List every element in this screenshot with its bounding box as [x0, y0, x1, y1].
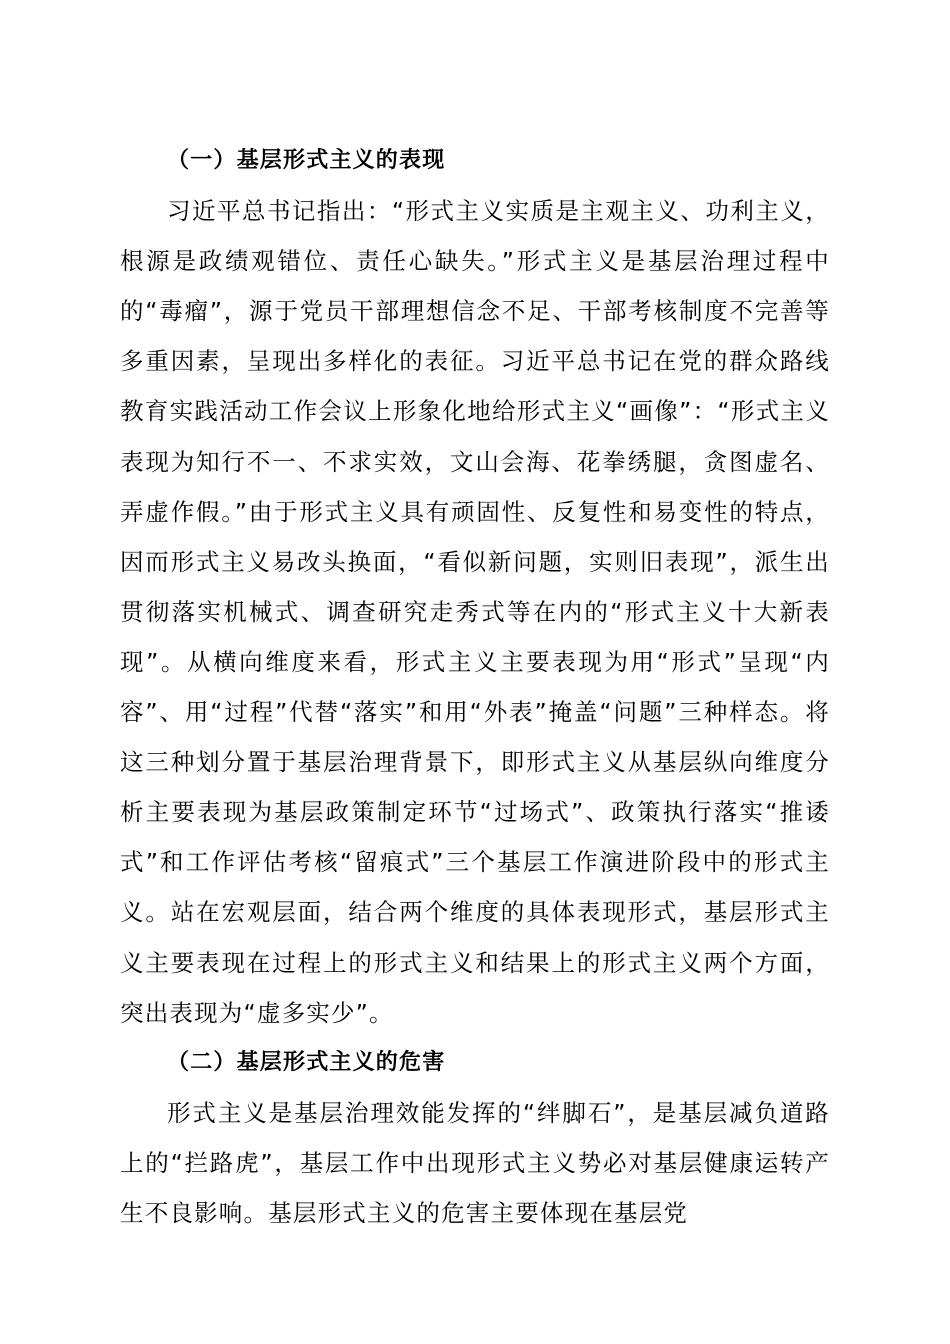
section-heading-2: （二）基层形式主义的危害	[167, 1049, 446, 1075]
section-paragraph-1: 习近平总书记指出：“形式主义实质是主观主义、功利主义，根源是政绩观错位、责任心缺失。”形式主义是基层治理过程中的“毒瘤”，源于党员干部理想信念不足、干部考核制度不完善等多重因素，呈现出多样化的表征。习近平总书记在党的群众路线教育实践活动工作会议上形象化地给形式主义“画像”：“形式主义表现为知行不一、不求实效，文山会海、花拳绣腿，贪图虚名、弄虚作假。”由于形式主义具有顽固性、反复性和易变性的特点，因而形式主义易改头换面，“看似新问题，实则旧表现”，派生出贯彻落实机械式、调查研究走秀式等在内的“形式主义十大新表现”。从横向维度来看，形式主义主要表现为用“形式”呈现“内容”、用“过程”代替“落实”和用“外表”掩盖“问题”三种样态。将这三种划分置于基层治理背景下，即形式主义从基层纵向维度分析主要表现为基层政策制定环节“过场式”、政策执行落实“推诿式”和工作评估考核“留痕式”三个基层工作演进阶段中的形式主义。站在宏观层面，结合两个维度的具体表现形式，基层形式主义主要表现在过程上的形式主义和结果上的形式主义两个方面，突出表现为“虚多实少”。	[120, 197, 830, 1027]
document-body	[120, 136, 830, 1238]
section-heading-1: （一）基层形式主义的表现	[167, 148, 446, 173]
section-paragraph-2: 形式主义是基层治理效能发挥的“绊脚石”，是基层减负道路上的“拦路虎”，基层工作中出现形式主义势必对基层健康运转产生不良影响。基层形式主义的危害主要体现在基层党	[120, 1098, 830, 1227]
